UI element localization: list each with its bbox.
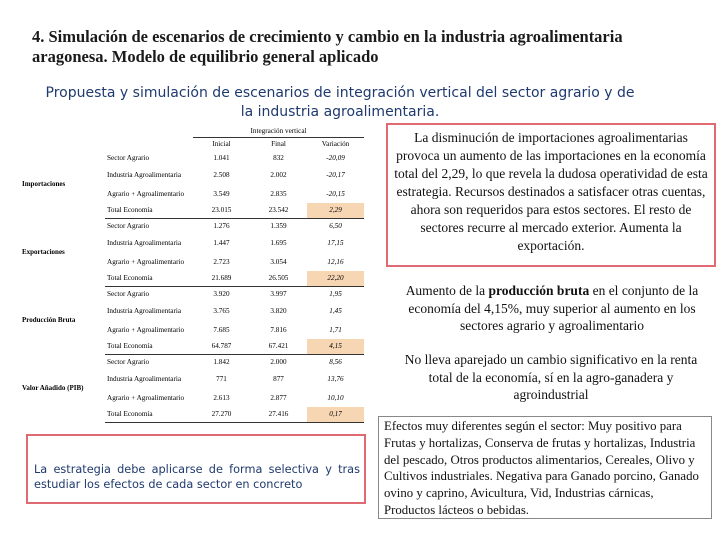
value-inicial: 1.447 [213,238,230,247]
value-final: 67.421 [250,339,307,354]
group-label: Producción Bruta [22,316,76,324]
value-inicial: 1.842 [193,354,250,369]
value-final: 2.000 [250,354,307,369]
sector-label: Agrario + Agroalimentario [107,325,185,334]
value-final: 3.054 [270,257,287,266]
value-inicial: 3.765 [213,306,230,315]
value-variacion: -20,09 [326,153,345,162]
table-row [20,286,364,301]
sectors-note: Efectos muy diferentes según el sector: Muy positivo para Frutas y hortalizas, Conserva de frutas y hortalizas, Industria del pescado, Otros productos alimentarios, Cereales, Olivo y Cultivos industriales. Negativa para Ganado porcino, Ganado ovino y caprino, Avicultura, Vid, Industrias cárnicas, Productos lácteos o bebidas. [378,416,712,519]
value-variacion: -20,17 [326,170,345,179]
value-final: 2.002 [270,170,287,179]
value-inicial: 7.685 [213,325,230,334]
sector-label: Agrario + Agroalimentario [107,257,185,266]
slide-subtitle: Propuesta y simulación de escenarios de integración vertical del sector agrario y de la industria agroalimentaria. [45,85,635,120]
value-inicial: 64.787 [193,339,250,354]
value-final: 2.835 [270,189,287,198]
sector-label: Sector Agrario [107,153,150,162]
sector-label: Agrario + Agroalimentario [107,393,185,402]
value-final: 23.542 [250,203,307,218]
imports-note: La disminución de importaciones agroalimentarias provoca un aumento de las importaciones en la economía total del 2,29, lo que revela la dudosa operatividad de esta estrategia. Recursos destinados a satisfacer otras cuentas, ahora son requeridos para estos sectores. El resto de sectores recurre al mercado exterior. Aumenta la exportación. [386,123,716,267]
value-inicial: 23.015 [193,203,250,218]
value-inicial: 2.508 [213,170,230,179]
production-note-post: en el conjunto de la economía del 4,15%, muy superior al aumento en los sectores agrario y agroalimentario [408,283,699,333]
value-final: 3.820 [270,306,287,315]
group-label: Exportaciones [22,248,65,256]
sector-label: Sector Agrario [105,286,193,301]
slide-title: 4. Simulación de escenarios de crecimiento y cambio en la industria agroalimentaria aragonesa. Modelo de equilibrio general aplicado [32,27,623,66]
value-inicial: 1.041 [213,153,230,162]
column-header-final: Final [271,139,286,148]
value-final: 1.359 [250,218,307,233]
value-inicial: 3.549 [213,189,230,198]
column-header-inicial: Inicial [212,139,231,148]
value-variacion: 2,29 [307,203,364,218]
value-variacion: 0,17 [307,407,364,422]
value-inicial: 1.276 [193,218,250,233]
value-inicial: 2.723 [213,257,230,266]
production-note-bold: producción bruta [488,283,590,298]
value-final: 877 [273,374,284,383]
value-final: 832 [273,153,284,162]
value-variacion: 22,20 [307,271,364,286]
simulation-table [20,126,364,423]
strategy-note: La estrategia debe aplicarse de forma selectiva y tras estudiar los efectos de cada sector en concreto [26,434,366,504]
value-variacion: 1,71 [329,325,342,334]
table-body [20,150,364,422]
value-final: 26.505 [250,271,307,286]
sector-label: Total Economía [105,407,193,422]
value-variacion: 1,45 [329,306,342,315]
value-final: 2.877 [270,393,287,402]
value-inicial: 771 [216,374,227,383]
value-final: 3.997 [250,286,307,301]
column-header-variacion: Variación [321,139,350,148]
sector-label: Industria Agroalimentaria [107,306,182,315]
value-final: 1.695 [270,238,287,247]
value-final: 27.416 [250,407,307,422]
sector-label: Industria Agroalimentaria [107,238,182,247]
value-variacion: 10,10 [327,393,344,402]
value-variacion: 12,16 [327,257,344,266]
group-label: Importaciones [22,180,66,188]
sector-label: Total Economía [105,271,193,286]
sector-label: Sector Agrario [105,218,193,233]
sector-label: Total Economía [105,203,193,218]
income-note: No lleva aparejado un cambio significativo en la renta total de la economía, sí en la agro-ganadera y agroindustrial [404,352,698,402]
table-row [20,218,364,233]
group-label: Valor Añadido (PIB) [22,384,84,392]
value-variacion: 8,56 [307,354,364,369]
value-inicial: 3.920 [193,286,250,301]
value-variacion: 13,76 [327,374,344,383]
value-variacion: 1,95 [307,286,364,301]
table-row [20,354,364,369]
value-variacion: 17,15 [327,238,344,247]
group-header: Integración vertical [193,126,364,137]
production-note [388,282,716,335]
value-variacion: -20,15 [326,189,345,198]
value-variacion: 4,15 [307,339,364,354]
value-inicial: 27.270 [193,407,250,422]
sector-label: Industria Agroalimentaria [107,374,182,383]
value-inicial: 21.689 [193,271,250,286]
sector-label: Agrario + Agroalimentario [107,189,185,198]
value-final: 7.816 [270,325,287,334]
sector-label: Sector Agrario [105,354,193,369]
table-row [20,150,364,165]
value-inicial: 2.613 [213,393,230,402]
production-note-pre: Aumento de la [405,283,489,298]
value-variacion: 6,50 [307,218,364,233]
sector-label: Industria Agroalimentaria [107,170,182,179]
sector-label: Total Economía [105,339,193,354]
